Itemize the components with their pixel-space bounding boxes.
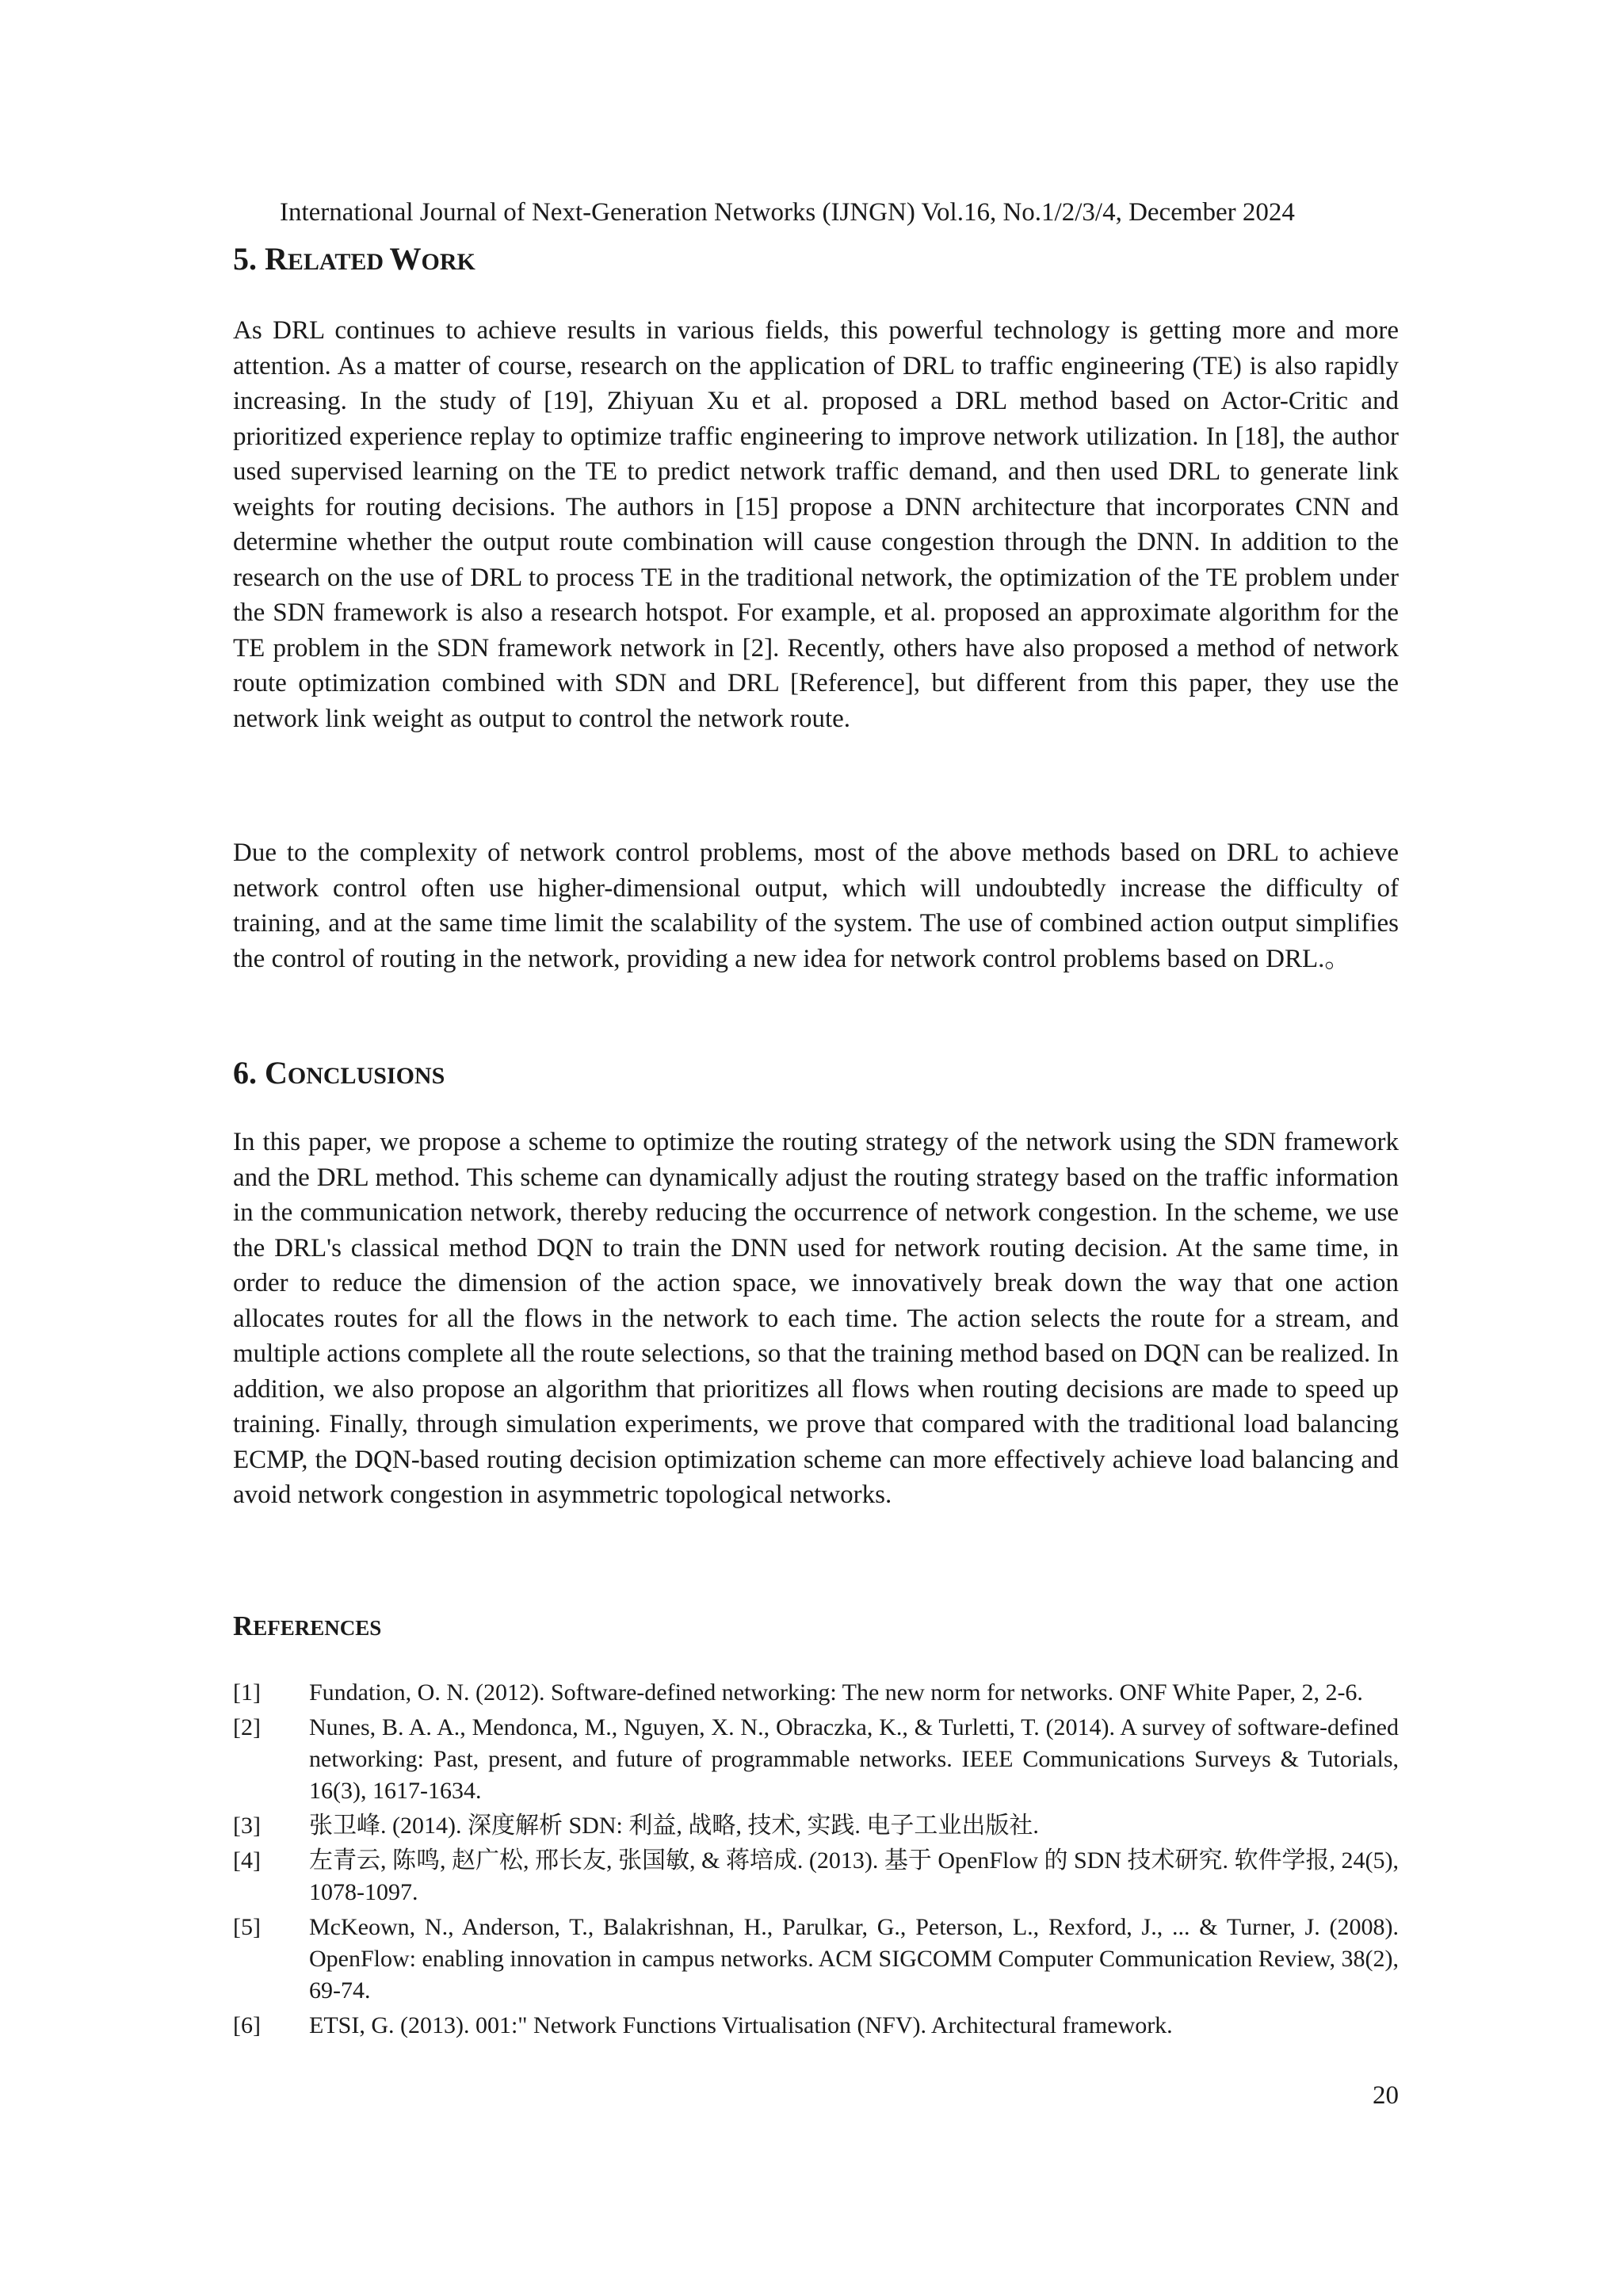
reference-text: 张卫峰. (2014). 深度解析 SDN: 利益, 战略, 技术, 实践. 电子工业出版社. [309,1813,1039,1839]
page-number: 20 [1373,2081,1399,2110]
reference-text: McKeown, N., Anderson, T., Balakrishnan, H., Parulkar, G., Peterson, L., Rexford, J., ... & Turner, J. (2008). OpenFlow: enabling innovation in campus networks. ACM SIGCOMM Computer Communication Review, 38(2), 69-74. [309,1914,1399,2004]
reference-number: [2] [233,1714,261,1740]
heading-rest: EFERENCES [253,1616,382,1640]
reference-item [233,2010,1399,2042]
section-heading-related-work [233,237,475,285]
paragraph: Due to the complexity of network control problems, most of the above methods based on DRL to achieve network control often use higher-dimensional output, which will undoubtedly increase the difficulty of training, and at the same time limit the scalability of the system. The use of combined action output simplifies the control of routing in the network, providing a new idea for network control problems based on DRL.。 [233,839,1399,973]
heading-initial: W [389,241,422,277]
references-heading [233,1606,381,1648]
paragraph: In this paper, we propose a scheme to optimize the routing strategy of the network using the SDN framework and the DRL method. This scheme can dynamically adjust the routing strategy based on the traffic information in the communication network, thereby reducing the occurrence of network congestion. In the scheme, we use the DRL's classical method DQN to train the DNN used for network routing decision. At the same time, in order to reduce the dimension of the action space, we innovatively break down the way that one action allocates routes for all the flows in the network to each time. The action selects the route for a stream, and multiple actions complete all the route selections, so that the training method based on DQN can be realized. In addition, we also propose an algorithm that prioritizes all flows when routing decisions are made to speed up training. Finally, through simulation experiments, we prove that compared with the traditional load balancing ECMP, the DQN-based routing decision optimization scheme can more effectively achieve load balancing and avoid network congestion in asymmetric topological networks. [233,1128,1399,1509]
reference-number: [6] [233,2012,261,2038]
journal-header: International Journal of Next-Generation Networks (IJNGN) Vol.16, No.1/2/3/4, December 2024 [280,198,1295,227]
reference-item [233,1845,1399,1908]
section-heading-conclusions [233,1051,445,1098]
reference-number: [3] [233,1813,261,1839]
reference-text: 左青云, 陈鸣, 赵广松, 邢长友, 张国敏, & 蒋培成. (2013). 基于 OpenFlow 的 SDN 技术研究. 软件学报, 24(5), 1078-1097. [309,1847,1399,1905]
reference-item [233,1712,1399,1807]
reference-text: Nunes, B. A. A., Mendonca, M., Nguyen, X. N., Obraczka, K., & Turletti, T. (2014). A survey of software-defined networking: Past, present, and future of programmable networks. IEEE Communications Surveys & Tutorials, 16(3), 1617-1634. [309,1714,1399,1804]
heading-rest: ORK [421,249,475,275]
section-number: 6. [233,1055,265,1091]
reference-text: Fundation, O. N. (2012). Software-defined networking: The new norm for networks. ONF White Paper, 2, 2-6. [309,1679,1363,1706]
heading-initial: R [233,1610,254,1641]
reference-list [233,1677,1399,2045]
heading-initial: R [265,241,288,277]
reference-number: [4] [233,1847,261,1874]
heading-initial: C [265,1055,288,1091]
reference-item [233,1810,1399,1842]
paragraph: As DRL continues to achieve results in various fields, this powerful technology is getting more and more attention. As a matter of course, research on the application of DRL to traffic engineering (TE) is also rapidly increasing. In the study of [19], Zhiyuan Xu et al. proposed a DRL method based on Actor-Critic and prioritized experience replay to optimize traffic engineering to improve network utilization. In [18], the author used supervised learning on the TE to predict network traffic demand, and then used DRL to generate link weights for routing decisions. The authors in [15] propose a DNN architecture that incorporates CNN and determine whether the output route combination will cause congestion through the DNN. In addition to the research on the use of DRL to process TE in the traditional network, the optimization of the TE problem under the SDN framework is also a research hotspot. For example, et al. proposed an approximate algorithm for the TE problem in the SDN framework network in [2]. Recently, others have also proposed a method of network route optimization combined with SDN and DRL [Reference], but different from this paper, they use the network link weight as output to control the network route. [233,316,1399,733]
heading-rest: ELATED [287,249,390,275]
reference-item [233,1912,1399,2007]
section-number: 5. [233,241,265,277]
heading-rest: ONCLUSIONS [287,1063,445,1089]
reference-number: [5] [233,1914,261,1940]
reference-text: ETSI, G. (2013). 001:" Network Functions Virtualisation (NFV). Architectural framework. [309,2012,1173,2038]
reference-item [233,1677,1399,1709]
reference-number: [1] [233,1679,261,1706]
